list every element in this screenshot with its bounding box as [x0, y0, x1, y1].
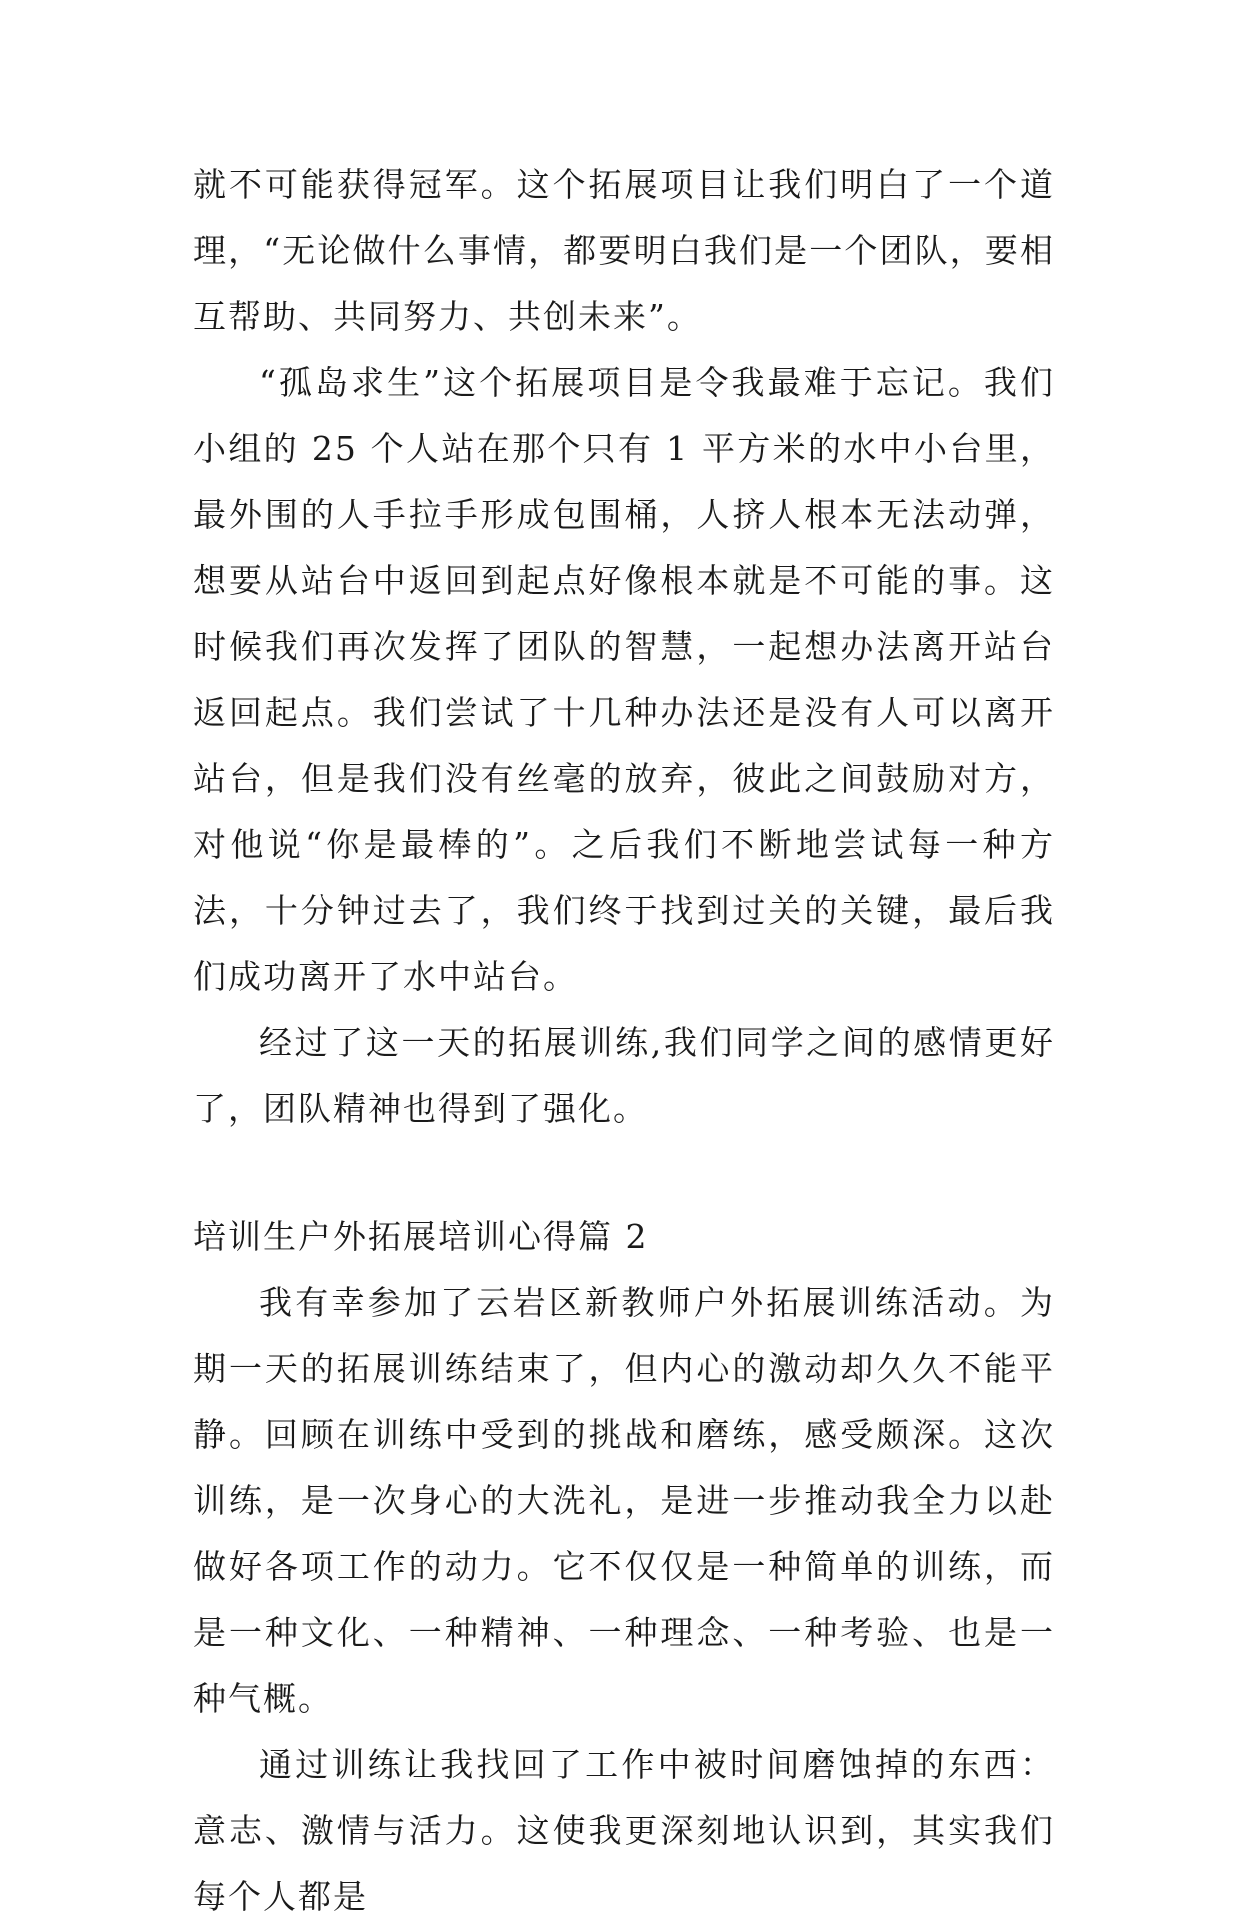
section-title: 培训生户外拓展培训心得篇 2	[193, 1217, 649, 1256]
paragraph-training-summary: 经过了这一天的拓展训练,我们同学之间的感情更好了，团队精神也得到了强化。	[193, 1023, 1055, 1128]
paragraph-island-survival: “孤岛求生”这个拓展项目是令我最难于忘记。我们小组的 25 个人站在那个只有 1 平方米的水中小台里，最外围的人手拉手形成包围桶，人挤人根本无法动弹，想要从站台中返回到起点好像根本就是不可能的事。这时候我们再次发挥了团队的智慧，一起想办法离开站台返回起点。我们尝试了十几种办法还是没有人可以离开站台，但是我们没有丝毫的放弃，彼此之间鼓励对方，对他说“你是最棒的”。之后我们不断地尝试每一种方法，十分钟过去了，我们终于找到过关的关键，最后我们成功离开了水中站台。	[193, 363, 1055, 996]
paragraph-team-lesson: 就不可能获得冠军。这个拓展项目让我们明白了一个道理，“无论做什么事情，都要明白我们是一个团队，要相互帮助、共同努力、共创未来”。	[193, 165, 1055, 336]
paragraph-new-teacher-training: 我有幸参加了云岩区新教师户外拓展训练活动。为期一天的拓展训练结束了，但内心的激动却久久不能平静。回顾在训练中受到的挑战和磨练，感受颇深。这次训练，是一次身心的大洗礼，是进一步推动我全力以赴做好各项工作的动力。它不仅仅是一种简单的训练，而是一种文化、一种精神、一种理念、一种考验、也是一种气概。	[193, 1283, 1055, 1718]
paragraph-regained-vitality: 通过训练让我找回了工作中被时间磨蚀掉的东西：意志、激情与活力。这使我更深刻地认识到，其实我们每个人都是	[193, 1745, 1055, 1916]
document-body	[193, 152, 1055, 1930]
